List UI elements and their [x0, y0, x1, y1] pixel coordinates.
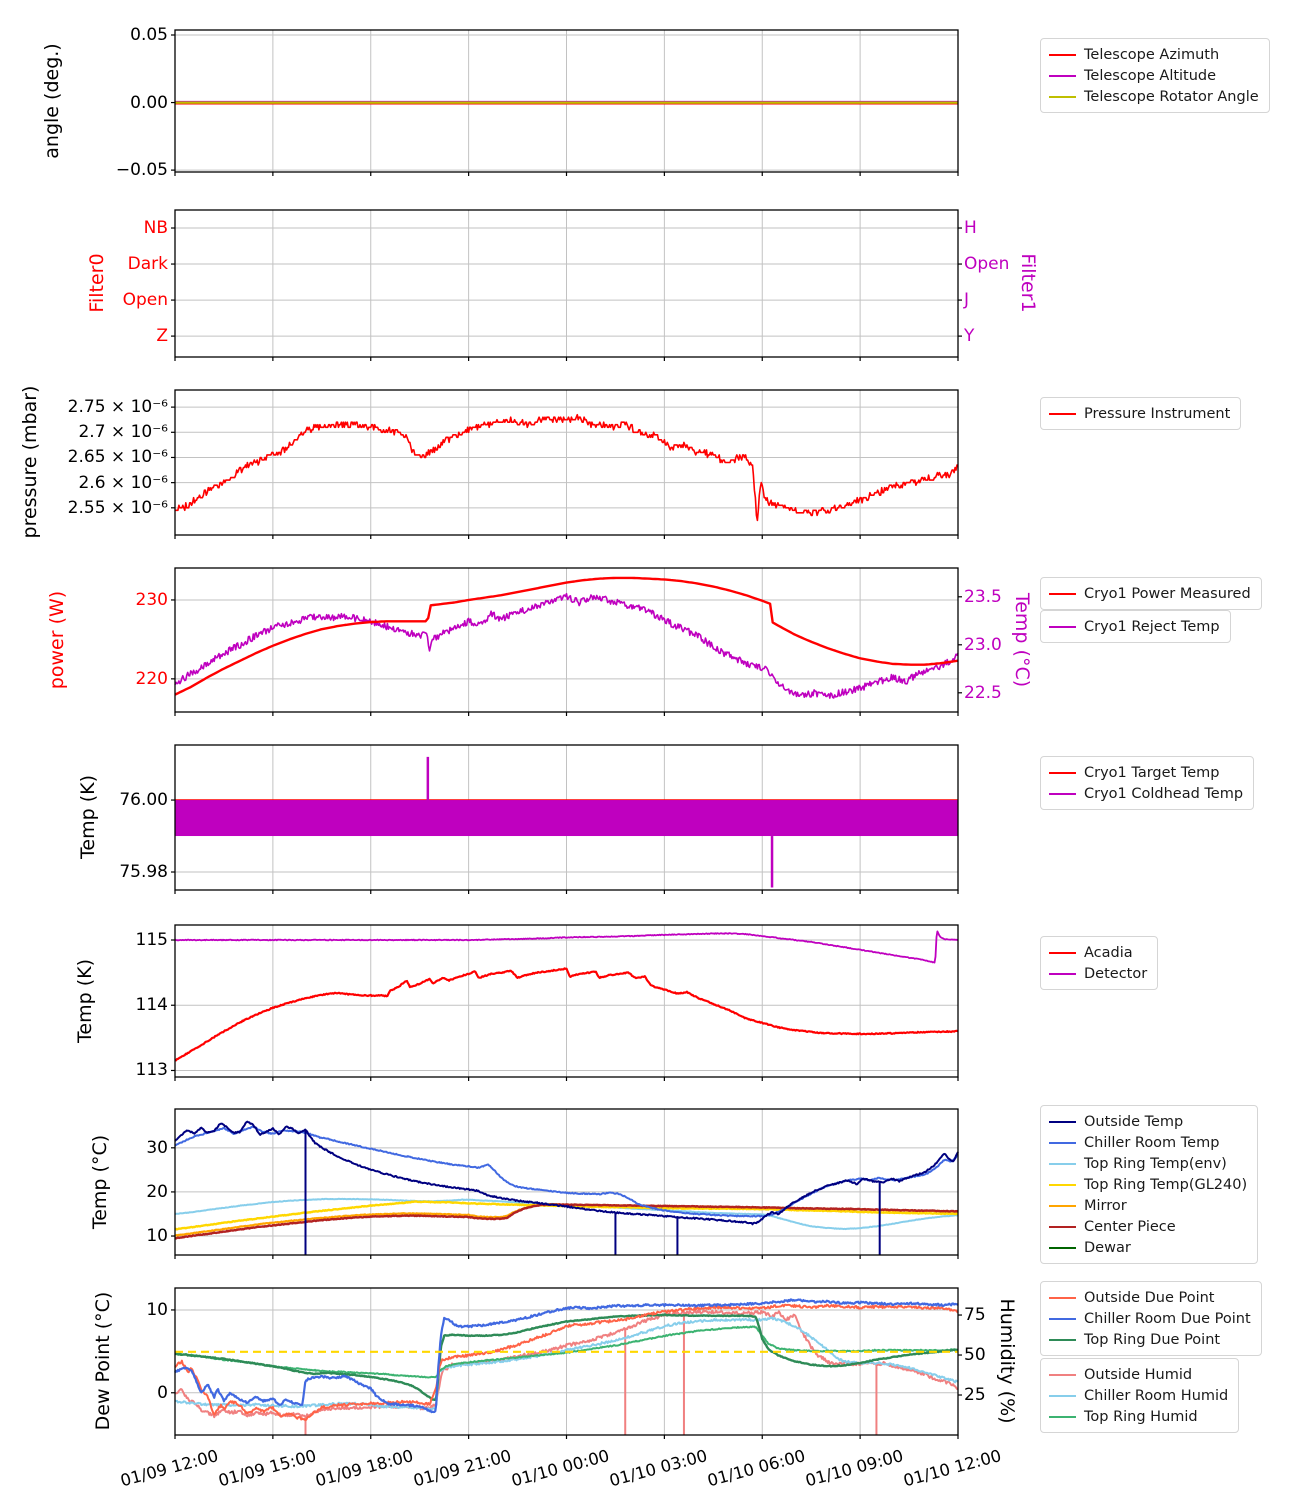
coldhead-axis-label: Temp (K) — [77, 775, 99, 859]
legend-item — [1049, 65, 1259, 86]
y-tick-label: 10 — [146, 1299, 168, 1320]
x-tick-label: 01/10 03:00 — [607, 1446, 710, 1491]
y-tick-label: Y — [964, 326, 975, 347]
y-tick-label: 30 — [146, 1137, 168, 1158]
legend-line-swatch — [1049, 1184, 1076, 1186]
legend-label: Mirror — [1084, 1197, 1127, 1214]
y-tick-label: Open — [122, 290, 168, 311]
legend-line-swatch — [1049, 793, 1076, 795]
x-tick-label: 01/09 12:00 — [118, 1446, 220, 1491]
legend-label: Outside Humid — [1084, 1366, 1193, 1383]
filter1-axis-label: Filter1 — [1017, 253, 1039, 313]
x-tick-label: 01/10 09:00 — [803, 1446, 906, 1491]
legend-label: Outside Due Point — [1084, 1289, 1215, 1306]
legend — [1040, 1281, 1262, 1356]
legend-label: Top Ring Temp(env) — [1084, 1155, 1227, 1172]
legend-line-swatch — [1049, 1395, 1076, 1397]
legend-label: Detector — [1084, 965, 1148, 982]
legend-item — [1049, 1216, 1247, 1237]
legend — [1040, 577, 1262, 610]
legend-line-swatch — [1049, 75, 1076, 77]
y-tick-label: Dark — [127, 254, 168, 275]
legend-item — [1049, 1385, 1228, 1406]
legend-label: Telescope Altitude — [1084, 67, 1217, 84]
legend-line-swatch — [1049, 1297, 1076, 1299]
legend-item — [1049, 86, 1259, 107]
legend-item — [1049, 762, 1243, 783]
y-tick-label: 220 — [135, 668, 168, 689]
legend-line-swatch — [1049, 973, 1076, 975]
legend-label: Pressure Instrument — [1084, 405, 1231, 422]
legend-line-swatch — [1049, 54, 1076, 56]
dewpoint-axis-label: Dew Point (°C) — [92, 1291, 114, 1431]
x-tick-label: 01/10 06:00 — [705, 1446, 808, 1491]
legend-item — [1049, 1237, 1247, 1258]
legend-line-swatch — [1049, 1374, 1076, 1376]
legend-label: Top Ring Humid — [1084, 1408, 1198, 1425]
legend-line-swatch — [1049, 593, 1076, 595]
legend — [1040, 936, 1158, 990]
legend-line-swatch — [1049, 626, 1076, 628]
legend-label: Center Piece — [1084, 1218, 1176, 1235]
legend-label: Cryo1 Coldhead Temp — [1084, 785, 1244, 802]
legend-line-swatch — [1049, 1339, 1076, 1341]
legend-label: Acadia — [1084, 944, 1133, 961]
legend-item — [1049, 1308, 1251, 1329]
legend — [1040, 1105, 1258, 1264]
y-tick-label: 20 — [146, 1181, 168, 1202]
legend — [1040, 756, 1254, 810]
y-tick-label: 114 — [135, 995, 168, 1016]
legend — [1040, 38, 1270, 113]
y-tick-label: 115 — [135, 930, 168, 950]
filter0-axis-label: Filter0 — [86, 253, 108, 313]
legend-line-swatch — [1049, 1226, 1076, 1228]
legend — [1040, 397, 1241, 430]
legend-line-swatch — [1049, 1247, 1076, 1249]
legend-line-swatch — [1049, 1205, 1076, 1207]
y-tick-label: Open — [964, 254, 1010, 275]
legend-item — [1049, 783, 1243, 804]
legend-line-swatch — [1049, 1318, 1076, 1320]
legend-label: Chiller Room Temp — [1084, 1134, 1220, 1151]
legend-line-swatch — [1049, 1142, 1076, 1144]
x-tick-label: 01/09 21:00 — [411, 1446, 514, 1491]
y-tick-label: 2.75 × 10⁻⁶ — [67, 397, 168, 418]
legend-line-swatch — [1049, 772, 1076, 774]
y-tick-label: 50 — [964, 1345, 986, 1366]
legend-item — [1049, 403, 1230, 424]
legend-label: Cryo1 Power Measured — [1084, 585, 1251, 602]
y-tick-label: 75.98 — [119, 862, 168, 882]
legend-label: Top Ring Due Point — [1084, 1331, 1221, 1348]
legend-item — [1049, 583, 1251, 604]
legend-item — [1049, 44, 1259, 65]
y-tick-label: 0.05 — [130, 24, 168, 45]
legend-item — [1049, 1406, 1228, 1427]
legend-line-swatch — [1049, 413, 1076, 415]
y-tick-label: 2.6 × 10⁻⁶ — [78, 472, 168, 493]
reject-temp-axis-label: Temp (°C) — [1011, 592, 1033, 688]
legend-item — [1049, 1153, 1247, 1174]
y-tick-label: 22.5 — [964, 682, 1002, 703]
legend-item — [1049, 1174, 1247, 1195]
legend — [1040, 1358, 1239, 1433]
y-tick-label: −0.05 — [115, 160, 168, 181]
y-tick-label: NB — [143, 218, 168, 238]
legend-label: Cryo1 Reject Temp — [1084, 618, 1220, 635]
legend-item — [1049, 1195, 1247, 1216]
legend-label: Telescope Azimuth — [1084, 46, 1220, 63]
y-tick-label: 75 — [964, 1305, 986, 1326]
legend-line-swatch — [1049, 1163, 1076, 1165]
legend-item — [1049, 1111, 1247, 1132]
legend-label: Dewar — [1084, 1239, 1131, 1256]
legend-item — [1049, 1132, 1247, 1153]
y-tick-label: H — [964, 218, 977, 238]
series-cryo1-coldhead-temp — [175, 800, 958, 836]
y-tick-label: 0.00 — [130, 92, 168, 113]
angle-axis-label: angle (deg.) — [41, 43, 63, 159]
x-tick-label: 01/10 12:00 — [901, 1446, 1003, 1491]
legend-line-swatch — [1049, 1416, 1076, 1418]
y-tick-label: 23.0 — [964, 634, 1002, 655]
y-tick-label: 2.7 × 10⁻⁶ — [78, 422, 168, 443]
y-tick-label: 76.00 — [119, 790, 168, 811]
legend-label: Outside Temp — [1084, 1113, 1184, 1130]
x-tick-label: 01/09 15:00 — [215, 1446, 318, 1491]
y-tick-label: 25 — [964, 1385, 986, 1405]
detector-axis-label: Temp (K) — [74, 959, 96, 1043]
legend-label: Telescope Rotator Angle — [1084, 88, 1259, 105]
legend-label: Cryo1 Target Temp — [1084, 764, 1220, 781]
power-axis-label: power (W) — [46, 590, 68, 690]
legend-item — [1049, 942, 1147, 963]
legend-item — [1049, 1329, 1251, 1350]
humidity-axis-label: Humidity (%) — [996, 1298, 1018, 1424]
legend-line-swatch — [1049, 96, 1076, 98]
x-tick-label: 01/10 00:00 — [509, 1446, 612, 1491]
y-tick-label: 230 — [135, 589, 168, 610]
y-tick-label: Z — [156, 326, 168, 347]
x-tick-label: 01/09 18:00 — [313, 1446, 416, 1491]
legend-item — [1049, 963, 1147, 984]
legend-item — [1049, 1287, 1251, 1308]
ambient-axis-label: Temp (°C) — [89, 1134, 111, 1230]
y-tick-label: J — [964, 290, 970, 311]
legend-line-swatch — [1049, 1121, 1076, 1123]
legend-item — [1049, 616, 1220, 637]
legend-label: Chiller Room Due Point — [1084, 1310, 1251, 1327]
y-tick-label: 113 — [135, 1060, 168, 1081]
legend-label: Chiller Room Humid — [1084, 1387, 1229, 1404]
y-tick-label: 0 — [157, 1382, 168, 1403]
legend-label: Top Ring Temp(GL240) — [1084, 1176, 1248, 1193]
legend — [1040, 610, 1231, 643]
y-tick-label: 2.65 × 10⁻⁶ — [67, 447, 168, 468]
legend-line-swatch — [1049, 952, 1076, 954]
legend-item — [1049, 1364, 1228, 1385]
pressure-axis-label: pressure (mbar) — [19, 385, 41, 539]
y-tick-label: 10 — [146, 1226, 168, 1247]
y-tick-label: 23.5 — [964, 586, 1002, 607]
y-tick-label: 2.55 × 10⁻⁶ — [67, 497, 168, 518]
